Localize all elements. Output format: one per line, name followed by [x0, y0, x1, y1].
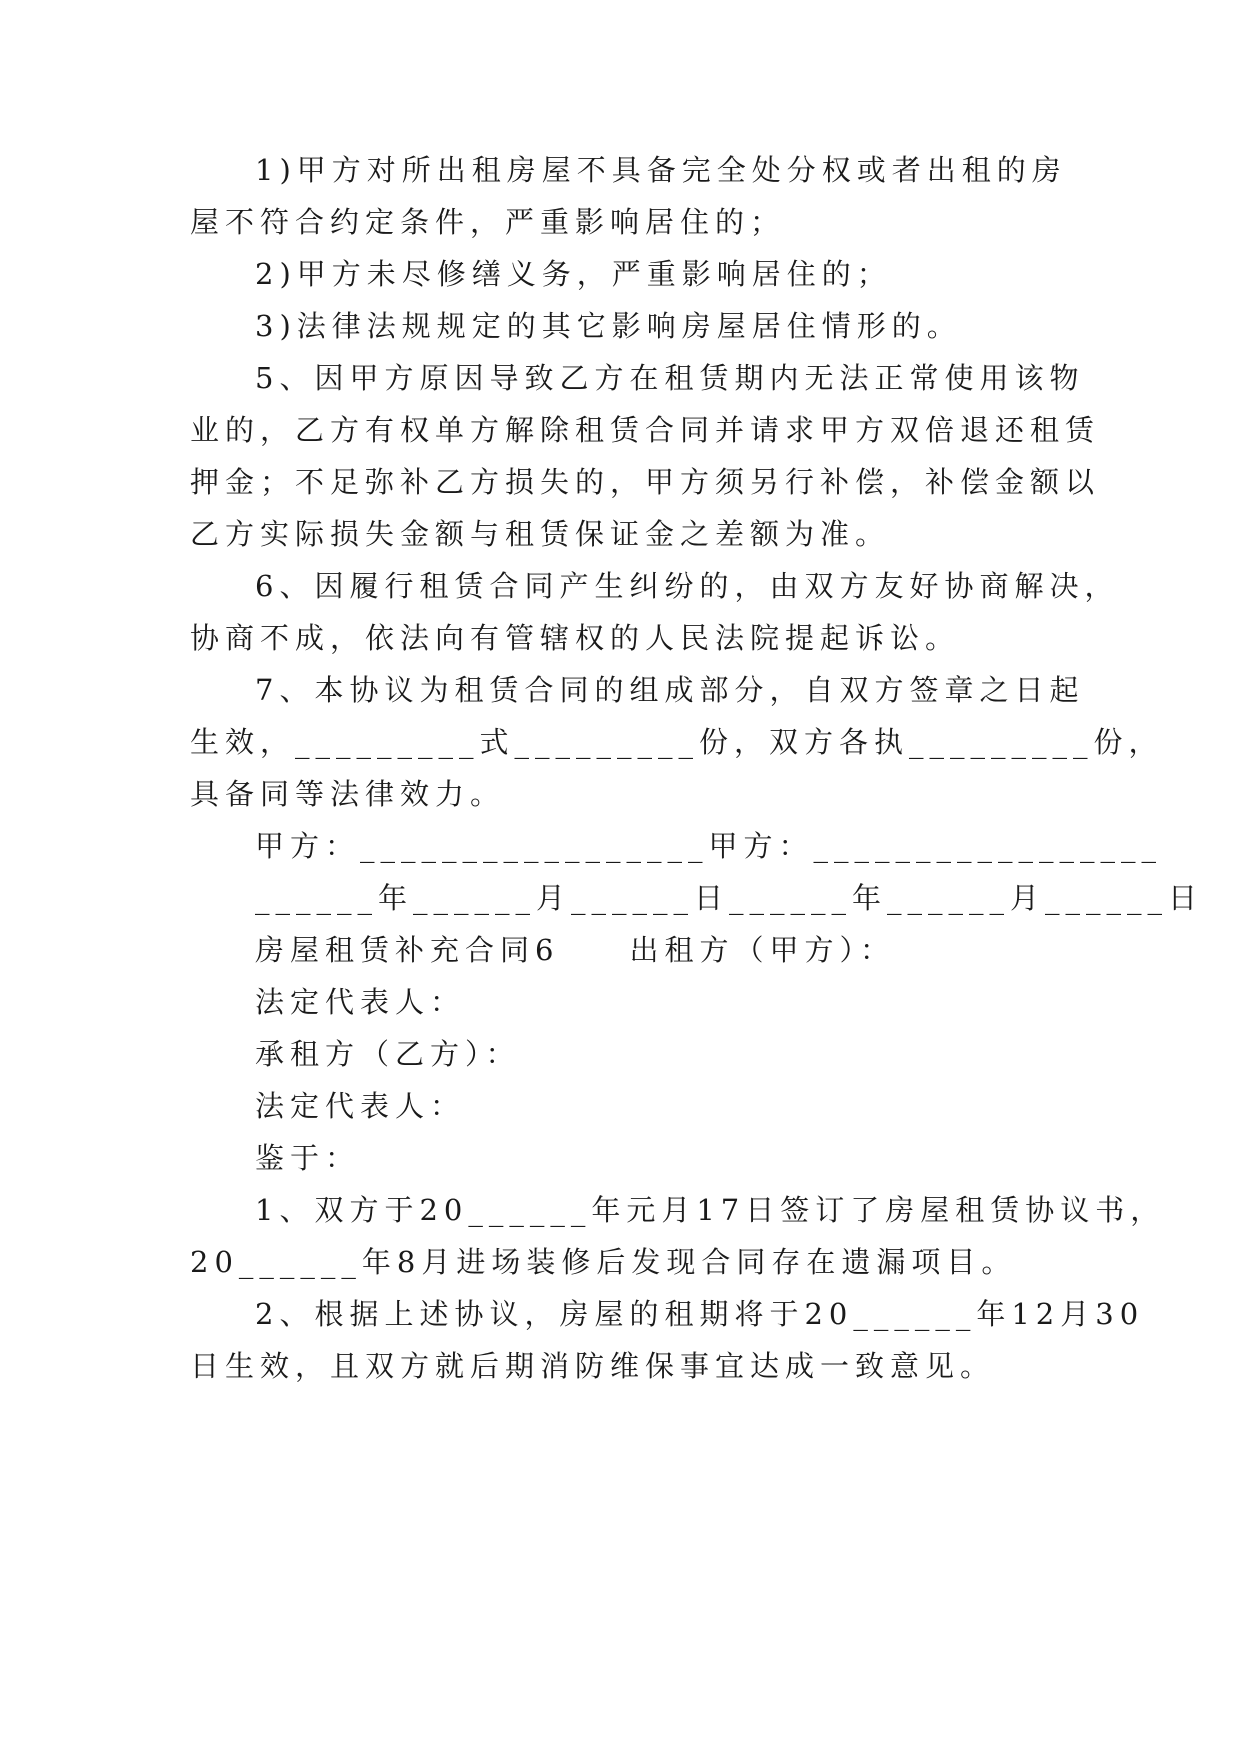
paragraph-line: 业的，乙方有权单方解除租赁合同并请求甲方双倍退还租赁 — [190, 413, 1101, 447]
paragraph-line: 协商不成，依法向有管辖权的人民法院提起诉讼。 — [190, 621, 961, 655]
party-line: 法定代表人： — [255, 985, 466, 1019]
contract-heading-line: 房屋租赁补充合同6 出租方（甲方）： — [255, 933, 895, 967]
paragraph-line: 鉴于： — [255, 1141, 361, 1175]
paragraph-line: 6、因履行租赁合同产生纠纷的，由双方友好协商解决， — [255, 569, 1120, 603]
date-line: ______年______月______日______年______月______日 — [255, 881, 1204, 915]
paragraph-line: 日生效，且双方就后期消防维保事宜达成一致意见。 — [190, 1349, 996, 1383]
paragraph-line: 乙方实际损失金额与租赁保证金之差额为准。 — [190, 517, 891, 551]
paragraph-line: 7、本协议为租赁合同的组成部分，自双方签章之日起 — [255, 673, 1085, 707]
paragraph-line: 3)法律法规规定的其它影响房屋居住情形的。 — [255, 309, 962, 343]
paragraph-line: 20______年8月进场装修后发现合同存在遗漏项目。 — [190, 1245, 1017, 1279]
paragraph-line: 1)甲方对所出租房屋不具备完全处分权或者出租的房 — [255, 153, 1067, 187]
party-line: 法定代表人： — [255, 1089, 466, 1123]
paragraph-line: 2、根据上述协议，房屋的租期将于20______年12月30 — [255, 1297, 1145, 1331]
party-line: 承租方（乙方）： — [255, 1037, 521, 1071]
paragraph-line: 生效，_________式_________份，双方各执_________份， — [190, 725, 1164, 759]
paragraph-line: 具备同等法律效力。 — [190, 777, 506, 811]
signature-line: 甲方：_________________甲方：_________________ — [255, 829, 1163, 863]
paragraph-line: 5、因甲方原因导致乙方在租赁期内无法正常使用该物 — [255, 361, 1085, 395]
paragraph-line: 2)甲方未尽修缮义务，严重影响居住的； — [255, 257, 892, 291]
paragraph-line: 屋不符合约定条件，严重影响居住的； — [190, 205, 786, 239]
paragraph-line: 1、双方于20______年元月17日签订了房屋租赁协议书， — [255, 1193, 1166, 1227]
paragraph-line: 押金；不足弥补乙方损失的，甲方须另行补偿，补偿金额以 — [190, 465, 1101, 499]
